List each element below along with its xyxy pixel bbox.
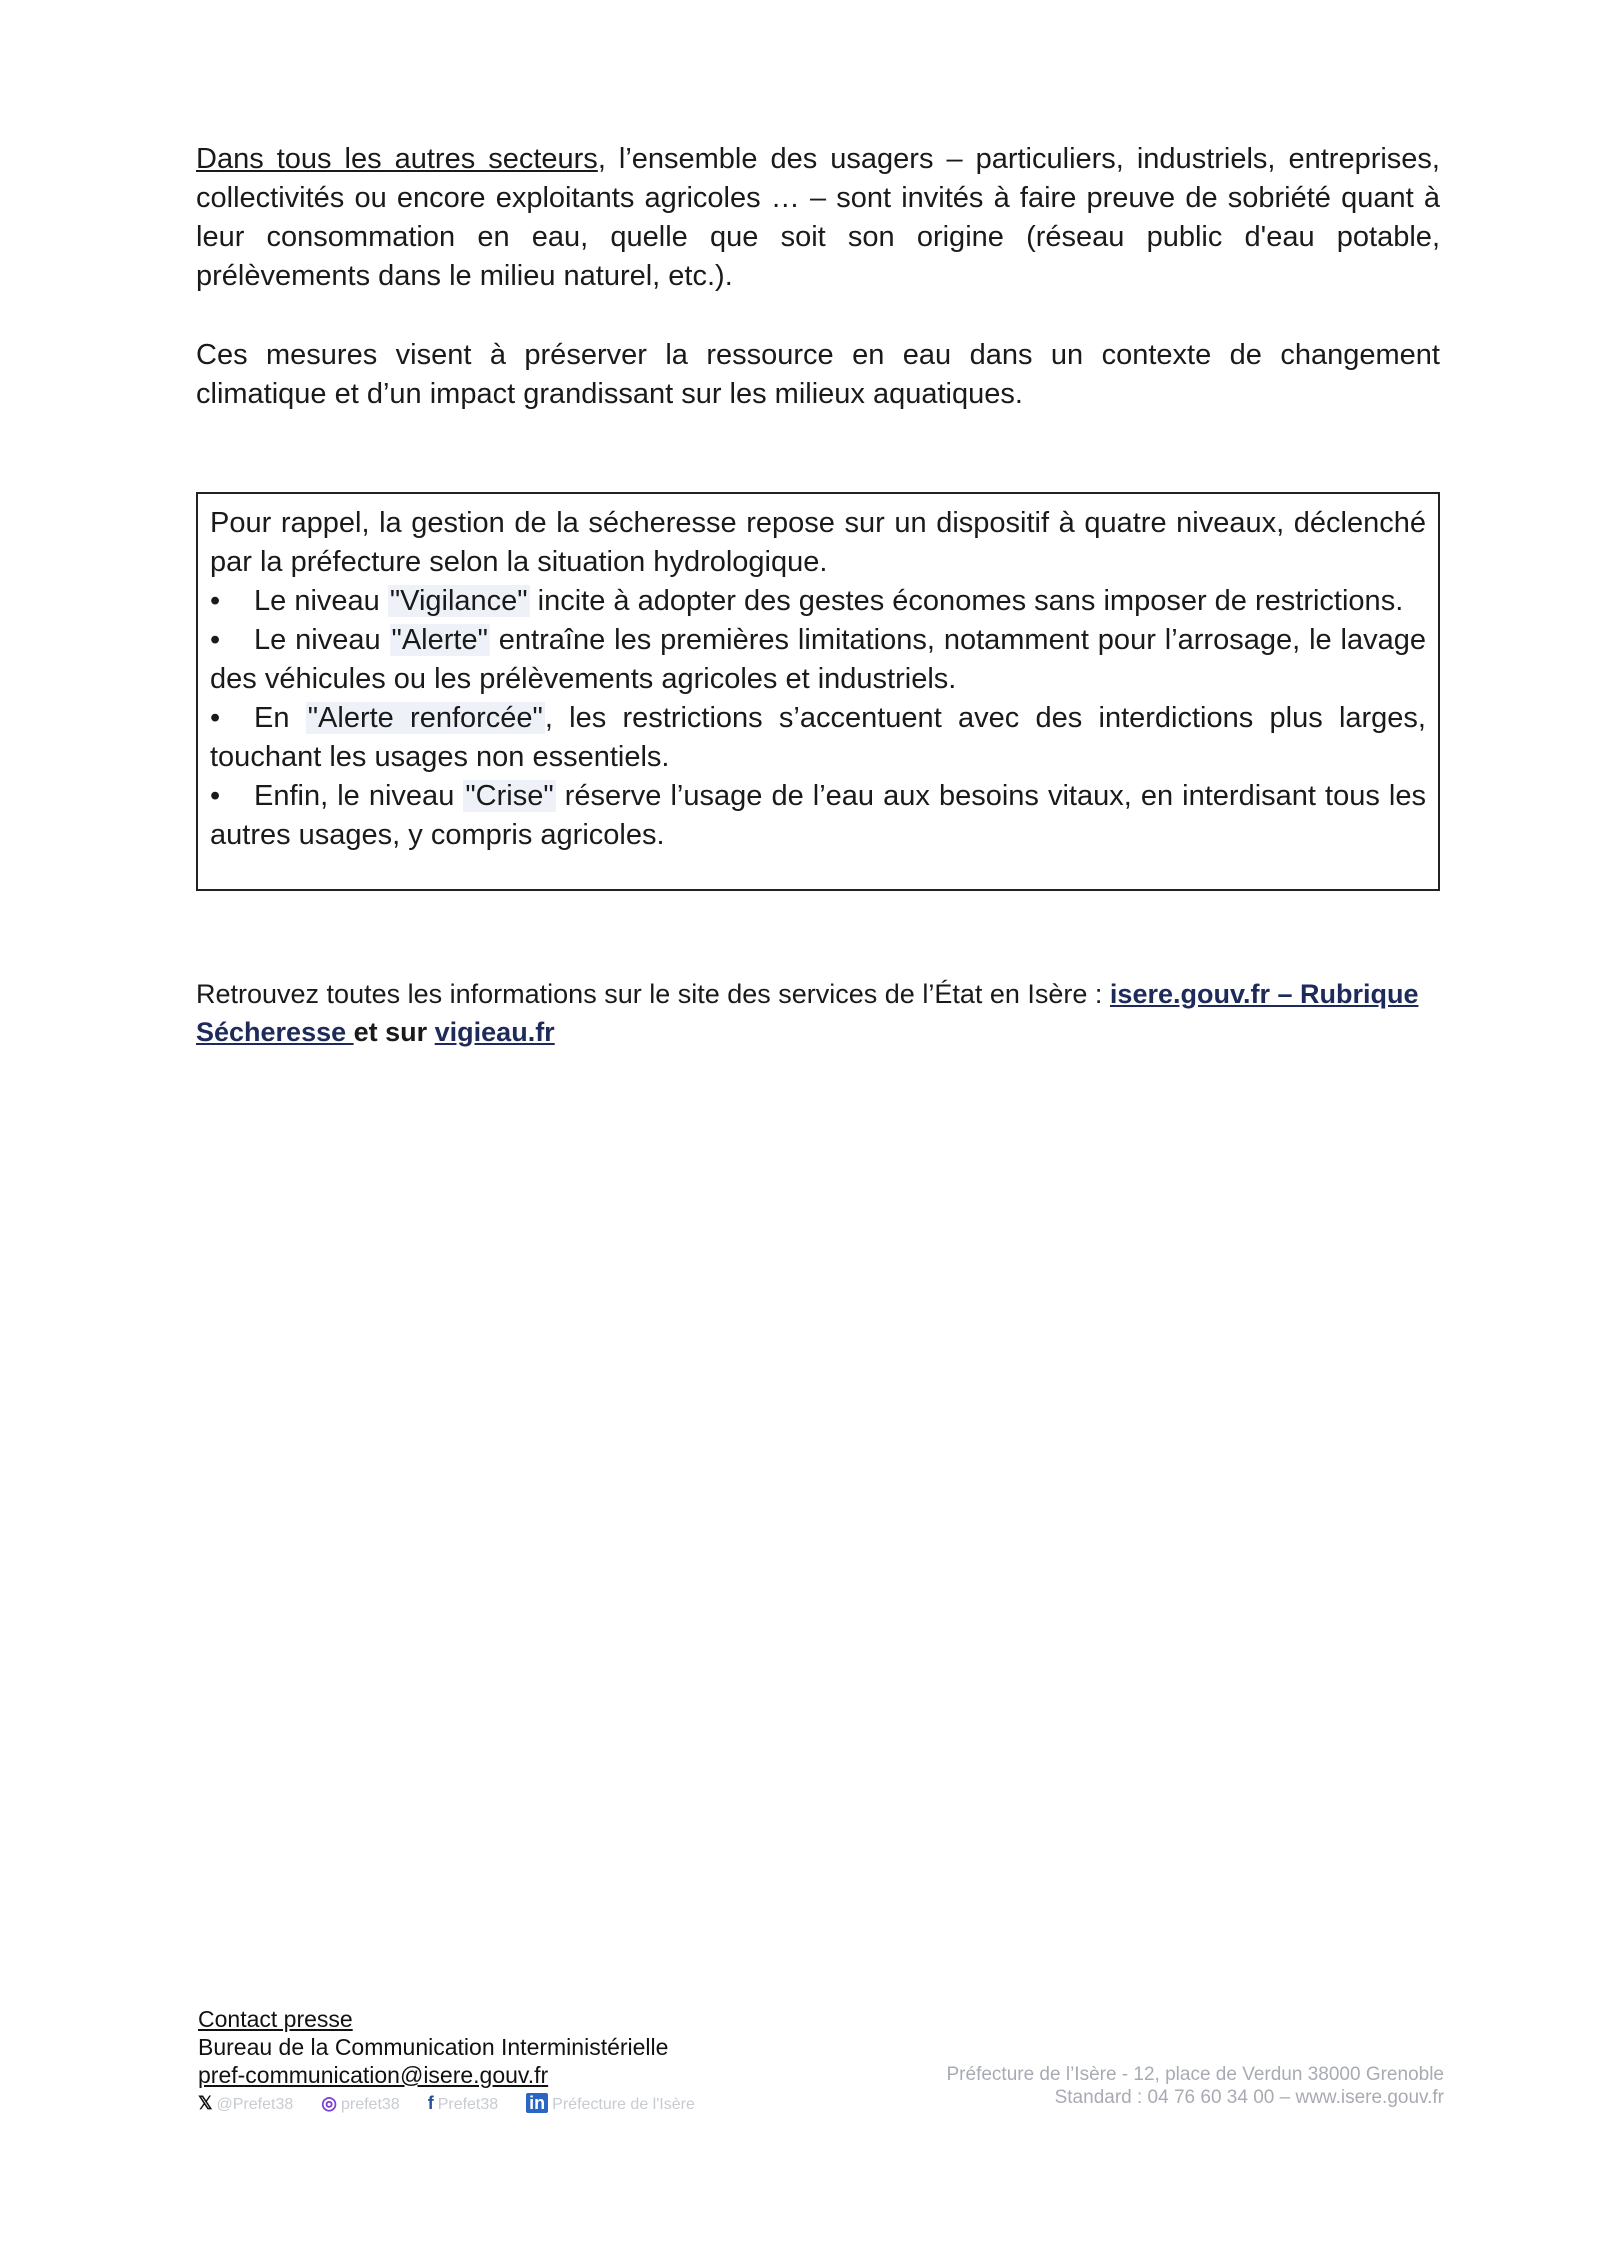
bullet-icon: • xyxy=(210,624,221,656)
bullet-icon: • xyxy=(210,780,221,812)
reminder-item-vigilance xyxy=(210,582,1426,621)
address-line: Préfecture de l’Isère - 12, place de Verdun 38000 Grenoble xyxy=(946,2064,1444,2085)
reminder-item-crise xyxy=(210,777,1426,855)
sectors-underline: Dans tous les autres secteurs xyxy=(196,143,598,175)
prefecture-address xyxy=(947,2063,1445,2109)
reminder-item-text: Enfin, le niveau xyxy=(254,780,464,812)
bureau-name: Bureau de la Communication Interministérielle xyxy=(198,2034,669,2060)
social-x[interactable] xyxy=(198,2089,293,2119)
social-instagram[interactable] xyxy=(321,2089,399,2119)
social-linkedin[interactable] xyxy=(526,2089,695,2119)
level-crise: "Crise" xyxy=(465,780,554,812)
x-icon: 𝕏 xyxy=(198,2093,213,2113)
social-links xyxy=(198,2089,695,2119)
x-handle: @Prefet38 xyxy=(216,2096,294,2113)
facebook-handle: Prefet38 xyxy=(437,2096,499,2113)
paragraph-sobriety-text: , l’ensemble des usagers – particuliers, industriels, entreprises, collectivités ou encore exploitants agricoles … – sont invités à faire preuve de sobriété quant à leur consommation en eau, quelle que soit son origine (réseau public d'eau potable, prélèvements dans le milieu naturel, etc.). xyxy=(196,143,1440,292)
reminder-item-text: Le niveau xyxy=(254,585,388,617)
contact-title: Contact presse xyxy=(198,2006,353,2032)
paragraph-measures: Ces mesures visent à préserver la ressource en eau dans un contexte de changement climatique et d’un impact grandissant sur les milieux aquatiques. xyxy=(196,339,1440,410)
level-alerte-renforcee: "Alerte renforcée" xyxy=(307,702,543,734)
vigieau-link[interactable]: vigieau.fr xyxy=(434,1017,555,1047)
level-alerte: "Alerte" xyxy=(391,624,488,656)
reminder-item-text: Le niveau xyxy=(254,624,390,656)
reminder-item-alerte-renforcee xyxy=(210,699,1426,777)
reminder-item-text: incite à adopter des gestes économes sans imposer de restrictions. xyxy=(529,585,1404,617)
main-content xyxy=(196,140,1440,414)
info-links xyxy=(196,975,1440,1051)
facebook-icon: f xyxy=(427,2093,434,2113)
isere-gouv-link[interactable]: isere.gouv.fr – Rubrique Sécheresse xyxy=(196,979,1419,1047)
reminder-item-text: entraîne les premières limitations, notamment pour l’arrosage, le lavage des véhicules ou les prélèvements agricoles et industriels. xyxy=(210,624,1427,695)
links-intro: Retrouvez toutes les informations sur le site des services de l’État en Isère : xyxy=(196,979,1110,1009)
paragraph-sobriety xyxy=(196,140,1440,296)
bullet-icon: • xyxy=(210,702,221,734)
linkedin-handle: Préfecture de l'Isère xyxy=(552,2096,695,2113)
press-contact xyxy=(198,2005,695,2119)
standard-line: Standard : 04 76 60 34 00 – www.isere.gouv.fr xyxy=(1054,2087,1444,2108)
reminder-item-text: réserve l’usage de l’eau aux besoins vitaux, en interdisant tous les autres usages, y compris agricoles. xyxy=(210,780,1426,851)
social-facebook[interactable] xyxy=(428,2089,498,2119)
reminder-intro: Pour rappel, la gestion de la sécheresse repose sur un dispositif à quatre niveaux, déclenché par la préfecture selon la situation hydrologique. xyxy=(210,507,1426,578)
email-link[interactable]: pref-communication@isere.gouv.fr xyxy=(198,2062,549,2088)
reminder-item-alerte xyxy=(210,621,1426,699)
linkedin-icon: in xyxy=(526,2093,548,2113)
instagram-icon: ◎ xyxy=(321,2093,337,2113)
instagram-handle: prefet38 xyxy=(340,2096,400,2113)
bullet-icon: • xyxy=(210,585,221,617)
links-mid: et sur xyxy=(353,1017,435,1047)
reminder-box xyxy=(196,492,1440,891)
reminder-item-text: En xyxy=(254,702,306,734)
reminder-item-text: , les restrictions s’accentuent avec des interdictions plus larges, touchant les usages non essentiels. xyxy=(210,702,1426,773)
level-vigilance: "Vigilance" xyxy=(389,585,528,617)
